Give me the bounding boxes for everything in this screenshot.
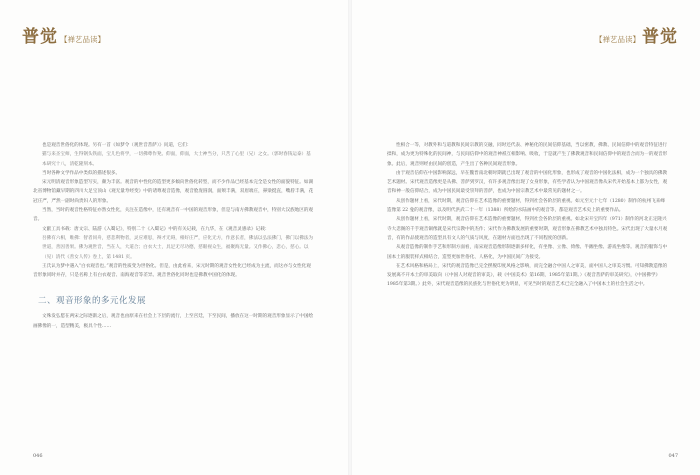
body-paragraph: 宋元明清观音形象造型写实，颇为丰富。观音的中性化的造型更多倾向世俗化转型，而不少作品已经基本完全是女性的面貌特征。如湖北省博物馆藏早期的四川大足宝顶山《观无量寿经变》中的诸尊观音造像，观音脸庞圆润，面颊丰满，双眉端庄，鼻梁挺直，嘴唇丰满，花冠庄严，严然一副时尚贵妇人的形象。 — [33, 180, 314, 204]
left-body-text — [33, 141, 315, 331]
logo-text: 普觉 — [642, 27, 678, 47]
right-page — [351, 0, 700, 475]
body-paragraph: 王氏认为梦中遇入“白衣观音也。”观音的性质变为世俗化。但是，由此看来，宋元时期的观音女性化已经成为主流，而这亦与女性化观音形象同时并存，只是名称上有白衣观音、南海观音等差异。观音世俗化同时也是佛教中国化的体现。 — [33, 263, 311, 279]
body-paragraph: 从创作题材上看，宋代时期，观音信仰在艺术造像的重要题材，得到社会各阶层的重视。如北宋开宝四年（971）制作的河北正定隆兴寺大悲阁的千手观音铜像就是宋代宗教中的杰作；宋代作为佛教发展的重要时期，观音形象在佛教艺术中独具特色。宋代出现了大量水月观音，有的作品使观音的造型具有文人的气质与风度，在题材方面也出现了不同程度的创新。 — [387, 217, 668, 241]
header-logo-left — [22, 22, 107, 47]
body-paragraph: 由于观音信仰在中国影响深远，早在魏晋南北朝时期就已出现了观音的中国化形象，也形成了观音的中国化法相，成为一个独具的佛教艺术题材。宋代观音造像更是从佛、菩萨到罗汉，有许多观音像出现了女身形象，有些学者认为中国观音像从宋代开始基本上都为女性，观音和神一般信仰结合，成为中国民间最受崇拜的菩萨，也成为中国宗教艺术中最常见的题材之一。 — [387, 170, 668, 195]
quoted-passage: 吾佛有六相，唯佛：智者同舟，慈悲利物者，灵应难思，辩才无碍，相好庄严，应化无方，作意长者，佛法以弘法佛门，佛门以佛法为世道，善因善果。佛为观世音，当在人，大道合；白衣大士，具足无尽功德，慈眼视众生，福聚海无量。又作佛心，悲心，慈心。以（见）清代《善女人传》卷上，第 1481 页。 — [42, 235, 314, 260]
page-number-right: 047 — [668, 453, 678, 459]
left-paragraphs — [33, 141, 315, 280]
body-paragraph: 从创作题材上看，宋代时期，观音信仰在艺术造像的重要题材，得到社会各阶层的重视。如元至元十七年（1280）制作的杭州飞来峰造像第 22 龛的观音像，以及明代洪武二十一年（1388）所绘的水陆画中的观音等，都是观音艺术史上的重要作品。 — [387, 198, 665, 214]
body-paragraph: 当然，当时的观音性格特征亦然女性化，关注在造像中，还有观音有一中国的观音形象，但是与南方佛教观音中，特别大汉族地区的观音。 — [33, 208, 314, 223]
right-body-text — [387, 141, 669, 290]
left-page — [0, 0, 349, 475]
body-paragraph: 文殊发弘愿在两宋之际逐渐之后，观音也由原来在社会上下层的流行，上至宫廷，下至民间，播放在这一时期的观音形象显示了中国绘画佛像的一，造型精美，极具个性…… — [33, 314, 314, 329]
page-number-left: 046 — [33, 453, 43, 459]
section-tag: 【禅艺品读】 — [595, 35, 640, 44]
section-heading: 二、观音形象的多元化发展 — [38, 296, 147, 307]
quoted-passage: 猫与来圣宝师，生得钢头铁面，宝儿色将学，一切佛尊作凳。仰面，仰面，大士神当分，只苦了心里（兄）之女。（郭时春钱运泰）基本研究十八，清乾隆刻本。 — [42, 152, 311, 167]
body-paragraph: 性相合一等，对教外和与道教和民间宗教的交融，同时还代表、神秘化的民间信仰基础，当以密教，佛教、民间信仰中的观音特征进行揉和，成为更为特殊化的民间神，与民间信仰中的观音神祇互相影响、吸收，于是就产生了佛教观音和民间信仰中的观音合而为一的观音形象。此后，观音则经由民间的创造，产生出了各种民间观音形象。 — [387, 143, 668, 167]
header-logo-right — [593, 22, 678, 47]
left-paragraphs-after-heading — [33, 312, 315, 331]
logo-text: 普觉 — [22, 27, 58, 47]
body-paragraph: 当时各种文学作品中类似的描述很多。 — [42, 170, 121, 176]
body-paragraph: 也是观音世俗化的体现。另有一首《如梦令（观世音菩萨）》问道，它们： — [42, 143, 192, 148]
body-paragraph: 从观音造像的制作手艺和形制方面看，南宋观音造像形制逐渐多样化，有坐像、立像、倚像、半跏坐像、游戏坐像等。观音的服饰与中国本土的服装样式相结合，造型更加世俗化、人格化，为中国民间广为接受。 — [387, 245, 668, 260]
body-paragraph: 文献工具书载：唐文宗、陆游《入蜀记》，特别二十《入蜀记》中的有关记载，在九华，在《观音灵感录》记载： — [42, 226, 270, 232]
right-paragraphs — [387, 141, 669, 290]
section-tag: 【禅艺品读】 — [60, 35, 105, 44]
body-paragraph: 在艺术风格和格局上，宋代的观音造像已完全摆脱印度风格之影响，而完全融合中国人之审美，面中国人之审美习惯。可知佛教造像的发展离不开本土的审美取向（《中国人对观音的审美》，载《中国美术》第16期，1985年第1期。）《观音菩萨的审美研究》，《中国佛学》1985年第3期。）此外，宋代观音造像的民族化与世俗化更为明显，可见当时的观音艺术已完全融入了中国本土的社会生活之中。 — [387, 263, 668, 288]
